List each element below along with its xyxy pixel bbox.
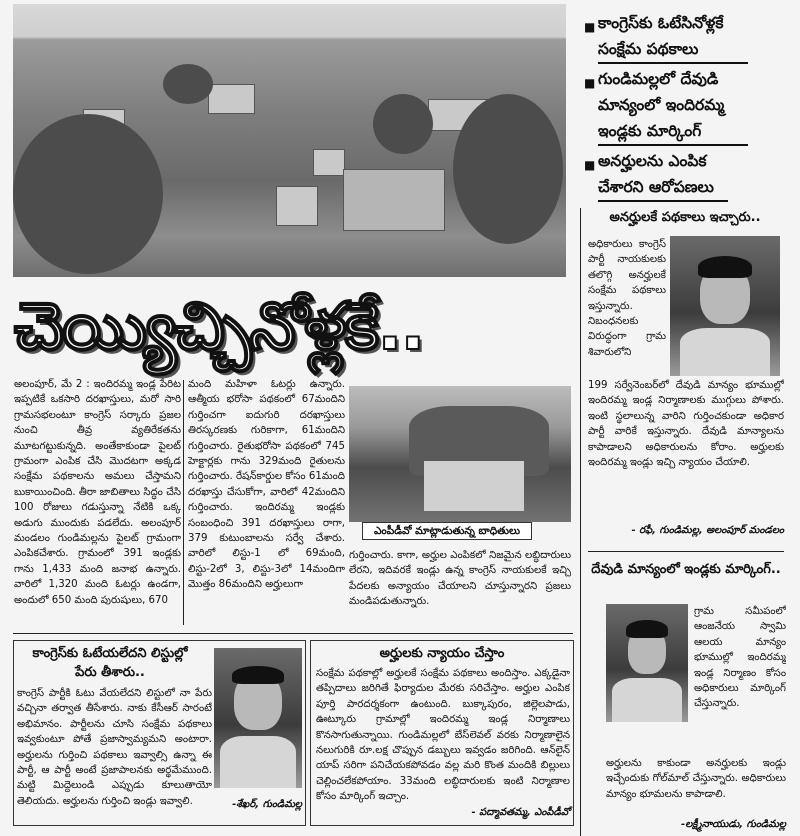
highlight-bullet-1: ■ కాంగ్రెస్‌కు ఓటేసినోళ్లకే (598, 10, 724, 36)
section-divider (588, 551, 784, 552)
highlight-bullet-2: ■ గుండిమల్లలో దేవుడి (598, 66, 718, 92)
sidebar-text-2a: గ్రామ సమీపంలో ఆంజనేయ స్వామి ఆలయ మాన్యం భూముల్లో ఇందిరమ్మ ఇండ్ల నిర్మాణం కోసం అధికారులు మార్కింగ్ చేస్తున్నారు. (694, 606, 786, 710)
sidebar-text-1b: 199 సర్వేనెంబర్‌లో దేవుడి మాన్యం భూముల్లో ఇందిరమ్మ ఇండ్ల నిర్మాణాలకు ముగ్గులు పోశారు. ఇంటి స్థలాలున్న వారిని గుర్తించకుండా అధికార పార్టీ వారికే ఇస్తున్నారు. దేవుడి మాన్యాలను కాపాడాలని అధికారులను కోరాం. అర్హులకు ఇందిరమ్మ ఇండ్లు ఇచ్చి న్యాయం చేయాలి. (588, 380, 784, 469)
box-heading-1: కాంగ్రెస్‌కు ఓటేయలేదని లిస్టుల్లో పేరు తీశారు.. (32, 646, 188, 680)
portrait-sekhar (214, 648, 302, 788)
portrait-rafi (670, 236, 780, 376)
story-column-3: గుర్తించారు. కాగా, అర్హుల ఎంపికలో నిజమైన లబ్ధిదారులు లేరని, ఇదివరకే ఇండ్లు ఉన్న కాంగ్రెస్ నాయకులకే ఇచ్చి పేదలకు అన్యాయం చేయాలని చూస్తున్నారని ప్రజలు మండిపడుతున్నారు. (349, 550, 571, 608)
village-photo (13, 4, 566, 277)
divider (598, 144, 748, 146)
sidebar-heading-1: అనర్హులకే పథకాలు ఇచ్చారు.. (609, 210, 761, 225)
highlight-bullet-1b: సంక్షేమ పథకాలు (598, 40, 699, 58)
headline: చెయ్యిచ్చినోళ్లకే.. (14, 288, 424, 365)
box-signature-1: -శేఖర్, గుండిమల్ల (232, 799, 302, 810)
divider (598, 62, 748, 64)
highlight-bullet-2c: ఇండ్లకు మార్కింగ్ (598, 122, 702, 140)
bullet-icon: ■ (584, 158, 596, 172)
highlight-bullet-3: ■ అనర్హులను ఎంపిక (598, 148, 706, 174)
meeting-photo (349, 386, 571, 522)
sidebar-heading-2: దేవుడి మాన్యంలో ఇండ్లకు మార్కింగ్.. (591, 562, 781, 577)
box-text-2: సంక్షేమ పథకాల్లో అర్హులకే సంక్షేమ పథకాలు అందిస్తాం. ఎక్కడైనా తప్పిదాలు జరిగితే ఫిర్యాదుల మేరకు సరిచేస్తాం. అర్హుల ఎంపిక పూర్తి పారదర్శకంగా ఉంటుంది. బుక్కాపురం, జిల్లెలపాడు, ఊట్కూరు గ్రామాల్లో ఇందిరమ్మ ఇండ్ల నిర్మాణాలు కొనసాగుతున్నాయి. గుండిమల్లలో బేస్‌లెవల్ వరకు నిర్మాణాలైన నలుగురికి రూ.లక్ష చొప్పున డబ్బులు ఇవ్వడం జరిగింది. ఆన్‌లైన్ యాప్ సరిగా పనిచేయకపోవడం వల్ల మరి కొంత మందికి బిల్లులు చెల్లించలేకపోయాం. 33మంది లబ్ధిదారులకు ఇంటి నిర్మాణాల కోసం మార్కింగ్ ఇచ్చాం. (316, 668, 570, 803)
bullet-icon: ■ (584, 76, 596, 90)
box-signature-2: - పద్మావతమ్మ, ఎంపీడీవో (471, 807, 570, 818)
sidebar-text-2b: అర్హులను కాకుండా అనర్హులకు ఇండ్లు ఇచ్చేందుకు గోల్‌మాల్ చేస్తున్నారు. అధికారులు మాన్యం భూమలను కాపాడాలి. (606, 758, 786, 800)
highlight-bullet-3b: చేశారని ఆరోపణలు (598, 178, 714, 196)
portrait-lakshminaidu (606, 604, 688, 722)
story-column-1: అలంపూర్, మే 2 : ఇందిరమ్మ ఇండ్ల పేరిట ఇప్పటికే ఒకసారి దరఖాస్తులు, మరో సారి గ్రామసభలంటూ కాంగ్రెస్ సర్కారు ప్రజల నుంచి తీవ్ర వ్యతిరేకతను మూటగట్టుకున్నది. అంతేకాకుండా పైలట్ గ్రామంగా ఎంపిక చేసి మొదటగా అక్కడ సంక్షేమ పథకాలను అమలు చేస్తామని బుకాయించింది. తీరా జాబితాలు సిద్ధం చేసి 100 రోజులు గడుస్తున్నా నేటికి ఒక్క అడుగు ముందుకు పడలేదు. అలంపూర్ మండలం గుండిమల్లను పైలట్ గ్రామంగా ఎంపికచేశారు. గ్రామంలో 391 ఇండ్లకు గాను 1,433 మంది జనాభ ఉన్నారు. వారిలో 1,320 మంది ఓటర్లు ఉండగా, అందులో 650 మంది పురుషులు, 670 (14, 379, 181, 606)
column-divider (183, 380, 184, 625)
box-text-1: కాంగ్రెస్ పార్టీకి ఓటు వేయలేదని లిస్టులో నా పేరు వచ్చినా తర్వాత తీసేశారు. నాకు కేసీఆర్ సారంటే అభిమానం. పార్టీలను చూసి సంక్షేమ పథకాలు ఇవ్వకుంటూ పోతే ప్రజాస్వామ్యమని అంటారా. అర్హులను గుర్తించి పథకాలు ఇవ్వాల్సి ఉన్నా ఈ పార్టీ, ఆ పార్టీ అంటే ప్రజాపాలనకు అర్థమేముంది. మట్టి మిద్దెలుండి ఎప్పుడు కూలుతాయో తెలియదు. అర్హులను గుర్తించి ఇండ్లు ఇవ్వాలి. (17, 688, 212, 807)
photo-caption: ఎంపీడీవో మాట్లాడుతున్న బాధితులు (362, 522, 532, 540)
bullet-icon: ■ (584, 20, 596, 34)
divider (598, 200, 728, 202)
sidebar-divider (580, 208, 581, 836)
sidebar-signature-1: - రఫీ, గుండిమల్ల, అలంపూర్ మండలం (631, 525, 784, 536)
box-heading-2: అర్హులకు న్యాయం చేస్తాం (379, 646, 505, 661)
sidebar-signature-2: -లక్ష్మీనాయుడు, గుండిమల్ల (681, 819, 786, 830)
story-column-2: మంది మహిళా ఓటర్లు ఉన్నారు. ఆత్మీయ భరోసా పథకంలో 67మందిని గుర్తించగా ఐదుగురి దరఖాస్తులు తిరస్కరణకు గురికాగా, 61మందిని గుర్తించారు. రైతుభరోసా పథకంలో 745 హెక్టార్లకు గాను 329మంది రైతులను గుర్తించారు. రేషన్‌కార్డుల కోసం 61మంది దరఖాస్తు చేసుకోగా, వారిలో 42మందిని గుర్తించారు. ఇందిరమ్మ ఇండ్లకు సంబంధించి 391 దరఖాస్తులు రాగా, 379 కుటుంబాలను సర్వే చేశారు. వారిలో లిస్టు-1 లో 69మంది, లిస్టు-2లో 3, లిస్టు-3లో 14మందిగా మొత్తం 86మందిని అర్హులుగా (188, 379, 345, 591)
highlight-bullet-2b: మాన్యంలో ఇందిరమ్మ (598, 96, 725, 114)
section-divider (13, 633, 573, 634)
sidebar-text-1a: అధికారులు కాంగ్రెస్ పార్టీ నాయకులకు తలొగ్గి అనర్హులకే సంక్షేమ పథకాలు ఇస్తున్నారు. నిబంధనలకు విరుద్ధంగా గ్రామ శివారులోని (588, 239, 666, 358)
